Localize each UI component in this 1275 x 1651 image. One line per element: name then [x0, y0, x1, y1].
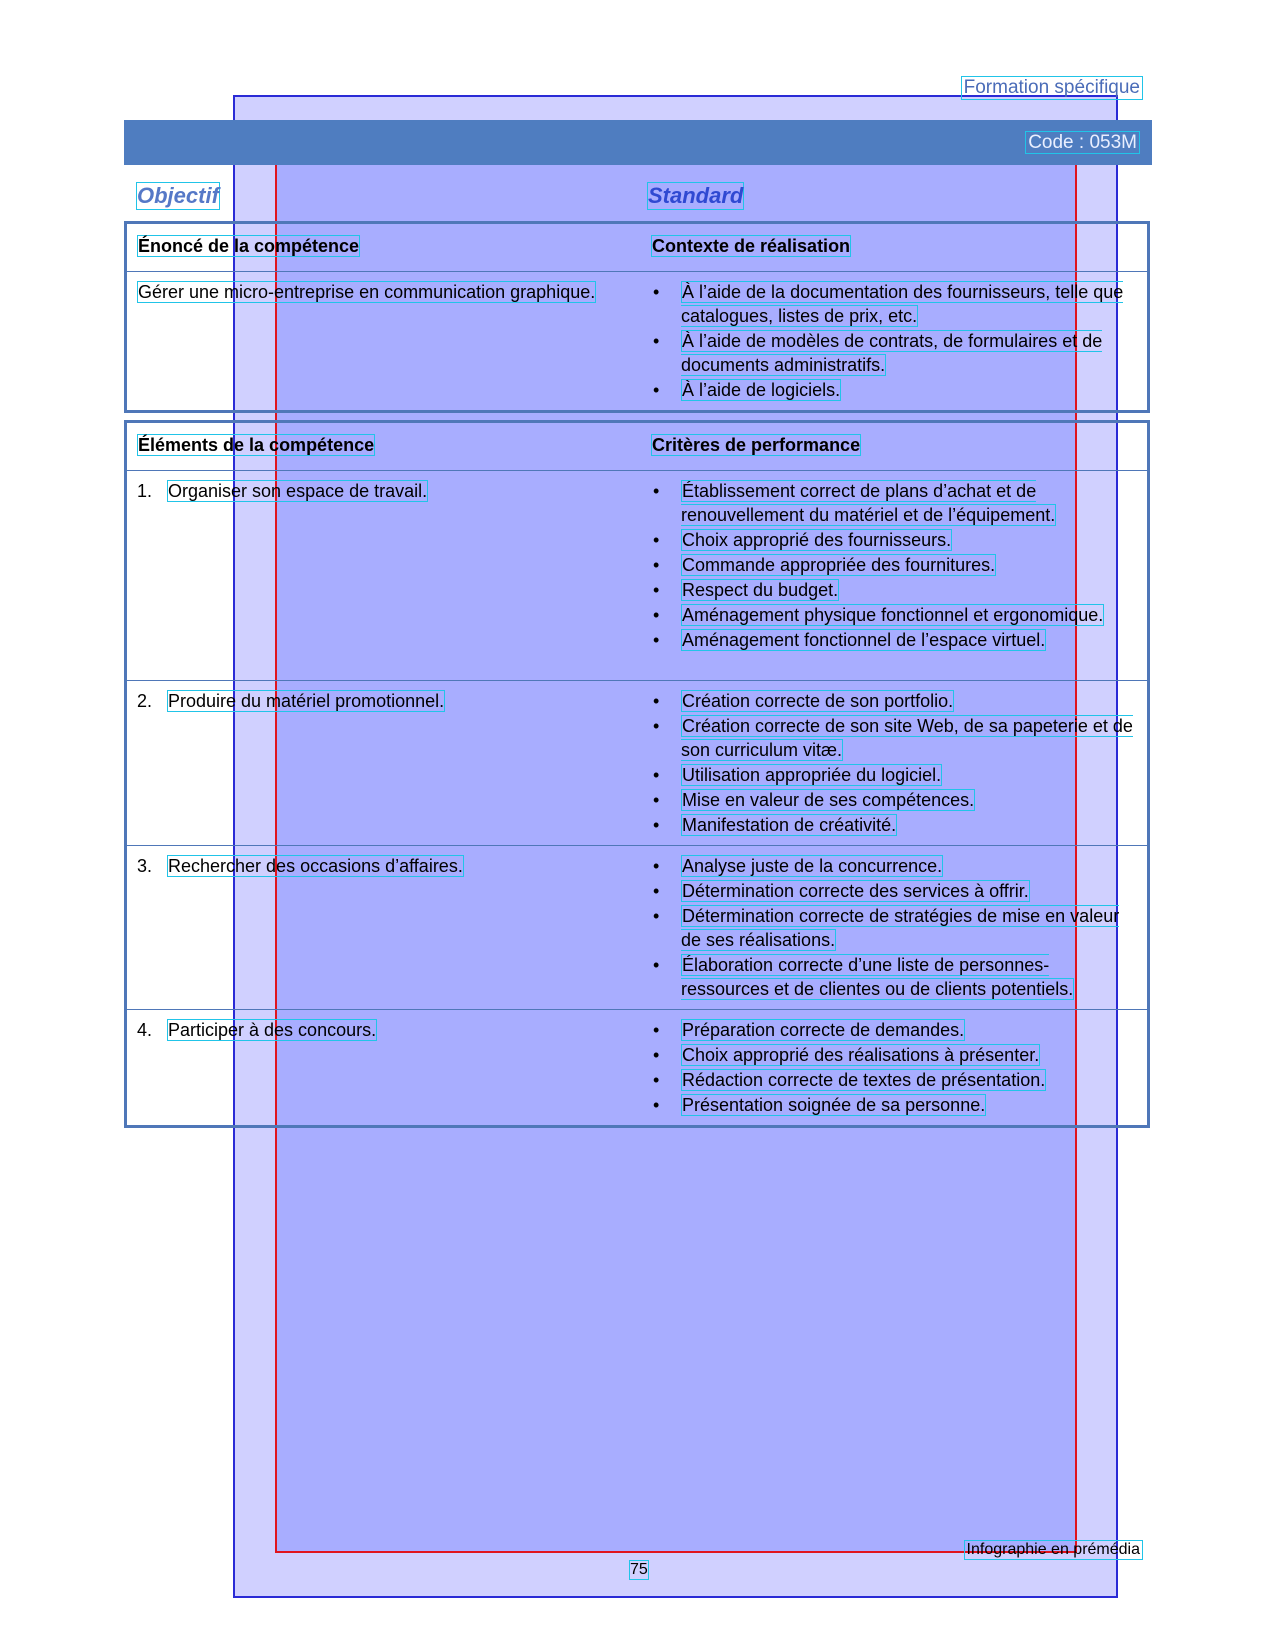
context-header: Contexte de réalisation	[641, 223, 1149, 272]
criteria-cell	[641, 846, 1149, 1010]
list-item: • Analyse juste de la concurrence.	[651, 854, 1137, 878]
standard-title: Standard	[648, 183, 744, 208]
code-band	[124, 120, 1152, 165]
list-item: • À l’aide de la documentation des fournisseurs, telle que catalogues, listes de prix, etc.	[651, 280, 1137, 328]
list-item: • Préparation correcte de demandes.	[651, 1018, 1137, 1042]
criteria-cell	[641, 681, 1149, 846]
table-row	[126, 1010, 1149, 1127]
context-cell	[641, 272, 1149, 412]
competence-statement: Gérer une micro-entreprise en communication graphique.	[138, 282, 596, 302]
list-item: • Rédaction correcte de textes de présentation.	[651, 1068, 1137, 1092]
list-item: • Création correcte de son portfolio.	[651, 689, 1137, 713]
element-label: Rechercher des occasions d’affaires.	[168, 856, 463, 876]
list-item: • Détermination correcte des services à offrir.	[651, 879, 1137, 903]
criteria-list	[651, 479, 1137, 652]
list-item: • Établissement correct de plans d’achat et de renouvellement du matériel et de l’équipement.	[651, 479, 1137, 527]
table-row	[126, 681, 1149, 846]
list-item: • Choix approprié des réalisations à présenter.	[651, 1043, 1137, 1067]
page-number: 75	[630, 1561, 648, 1578]
element-label: Participer à des concours.	[168, 1020, 377, 1040]
competence-table-row	[126, 272, 1149, 412]
list-item: • Choix approprié des fournisseurs.	[651, 528, 1137, 552]
list-item: • Mise en valeur de ses compétences.	[651, 788, 1137, 812]
section-title: Formation spécifique	[961, 76, 1143, 100]
list-item: • Manifestation de créativité.	[651, 813, 1137, 837]
element-label: Produire du matériel promotionnel.	[168, 691, 445, 711]
table-row	[126, 846, 1149, 1010]
element-cell: 4. Participer à des concours.	[126, 1010, 642, 1127]
element-label: Organiser son espace de travail.	[168, 481, 428, 501]
criteria-header: Critères de performance	[641, 422, 1149, 471]
context-list	[651, 280, 1137, 402]
criteria-cell	[641, 1010, 1149, 1127]
competence-table	[124, 221, 1150, 413]
criteria-list	[651, 689, 1137, 837]
list-item: • Aménagement fonctionnel de l’espace virtuel.	[651, 628, 1137, 652]
code-label	[1025, 132, 1140, 154]
element-cell: 2. Produire du matériel promotionnel.	[126, 681, 642, 846]
table-row	[126, 471, 1149, 681]
criteria-cell	[641, 471, 1149, 681]
elements-header: Éléments de la compétence	[126, 422, 642, 471]
elements-table-header-row	[126, 422, 1149, 471]
list-item: • Utilisation appropriée du logiciel.	[651, 763, 1137, 787]
statement-header: Énoncé de la compétence	[126, 223, 642, 272]
list-item: • Détermination correcte de stratégies de mise en valeur de ses réalisations.	[651, 904, 1137, 952]
list-item: • Commande appropriée des fournitures.	[651, 553, 1137, 577]
competence-table-header-row	[126, 223, 1149, 272]
element-cell: 1. Organiser son espace de travail.	[126, 471, 642, 681]
competence-statement-cell	[126, 272, 642, 412]
list-item: • Respect du budget.	[651, 578, 1137, 602]
list-item: • Création correcte de son site Web, de sa papeterie et de son curriculum vitæ.	[651, 714, 1137, 762]
list-item: • Aménagement physique fonctionnel et ergonomique.	[651, 603, 1137, 627]
list-item: • Élaboration correcte d’une liste de personnes-ressources et de clientes ou de clients potentiels.	[651, 953, 1137, 1001]
element-cell: 3. Rechercher des occasions d’affaires.	[126, 846, 642, 1010]
list-item: • À l’aide de modèles de contrats, de formulaires et de documents administratifs.	[651, 329, 1137, 377]
elements-table	[124, 420, 1150, 1128]
criteria-list	[651, 1018, 1137, 1117]
criteria-list	[651, 854, 1137, 1001]
list-item: • Présentation soignée de sa personne.	[651, 1093, 1137, 1117]
code-value: Code : 053M	[1025, 131, 1140, 154]
program-name: Infographie en prémédia	[964, 1540, 1143, 1560]
objective-title: Objectif	[137, 183, 219, 208]
list-item: • À l’aide de logiciels.	[651, 378, 1137, 402]
